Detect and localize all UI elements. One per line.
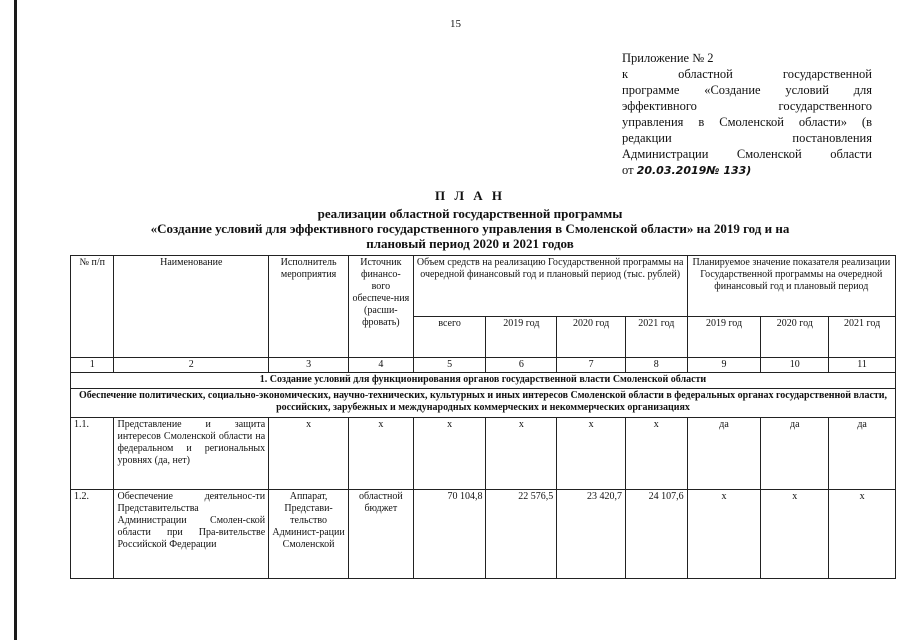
row-indicator-2019: х <box>687 490 761 579</box>
appendix-line: Администрации Смоленской области <box>622 147 872 161</box>
header-name: Наименование <box>114 256 269 358</box>
row-executor: Аппарат, Представи-тельство Админист-рации Смоленской <box>269 490 349 579</box>
column-number: 9 <box>687 358 761 373</box>
handwritten-date-number: 20.03.2019№ 133) <box>636 164 752 177</box>
row-2021: х <box>625 418 687 490</box>
header-funding-group: Объем средств на реализацию Государственной программы на очередной финансовый год и плановый период (тыс. рублей) <box>413 256 687 317</box>
row-executor: х <box>269 418 349 490</box>
column-number: 6 <box>486 358 557 373</box>
column-number: 10 <box>761 358 829 373</box>
header-indicator-2021: 2021 год <box>829 317 896 358</box>
column-number: 5 <box>413 358 486 373</box>
column-number-row <box>71 358 896 373</box>
column-number: 8 <box>625 358 687 373</box>
row-name: Обеспечение деятельнос-ти Представительства Администрации Смолен-ской области при Пра-вительстве Российской Федерации <box>114 490 269 579</box>
plan-subtitle-line: плановый период 2020 и 2021 годов <box>366 236 574 251</box>
row-total: х <box>413 418 486 490</box>
appendix-line: программе «Создание условий для <box>622 83 872 97</box>
header-total: всего <box>413 317 486 358</box>
column-number: 11 <box>829 358 896 373</box>
row-indicator-2019: да <box>687 418 761 490</box>
column-number: 2 <box>114 358 269 373</box>
left-binding-edge <box>14 0 17 640</box>
header-year-2020: 2020 год <box>557 317 626 358</box>
header-executor: Исполнитель мероприятия <box>269 256 349 358</box>
header-year-2021: 2021 год <box>625 317 687 358</box>
appendix-line: Приложение № 2 <box>622 51 714 65</box>
row-total: 70 104,8 <box>413 490 486 579</box>
appendix-block <box>622 50 872 179</box>
row-2020: 23 420,7 <box>557 490 626 579</box>
page-number: 15 <box>450 18 461 30</box>
plan-subtitle-line: реализации областной государственной программы <box>317 206 623 221</box>
subsection-title: Обеспечение политических, социально-экономических, научно-технических, культурных и иных интересов Смоленской области в федеральных органах государственной власти, российских, зарубежных и международных коммерческих и некоммерческих организациях <box>71 389 896 418</box>
header-source: Источник финансо-вого обеспече-ния (расши-фровать) <box>349 256 414 358</box>
row-indicator-2021: да <box>829 418 896 490</box>
row-source: областной бюджет <box>349 490 414 579</box>
row-2020: х <box>557 418 626 490</box>
row-2019: 22 576,5 <box>486 490 557 579</box>
appendix-line: управления в Смоленской области» (в <box>622 115 872 129</box>
plan-title: П Л А Н <box>434 188 506 203</box>
appendix-line: редакции постановления <box>622 131 872 145</box>
plan-subtitle-line: «Создание условий для эффективного государственного управления в Смоленской области» на 2019 год и на <box>150 221 790 236</box>
appendix-date-line <box>622 162 872 179</box>
appendix-line: к областной государственной <box>622 67 872 81</box>
header-year-2019: 2019 год <box>486 317 557 358</box>
column-number: 3 <box>269 358 349 373</box>
row-indicator-2020: х <box>761 490 829 579</box>
appendix-line: эффективного государственного <box>622 99 872 113</box>
row-source: х <box>349 418 414 490</box>
appendix-from-prefix: от <box>622 163 634 177</box>
plan-table <box>70 255 896 579</box>
row-name: Представление и защита интересов Смоленской области на федеральном и региональных уровнях (да, нет) <box>114 418 269 490</box>
row-2019: х <box>486 418 557 490</box>
header-indicator-2020: 2020 год <box>761 317 829 358</box>
row-2021: 24 107,6 <box>625 490 687 579</box>
table-row <box>71 490 896 579</box>
header-indicator-group: Планируемое значение показателя реализации Государственной программы на очередной финансовый год и плановый период <box>687 256 895 317</box>
row-indicator-2020: да <box>761 418 829 490</box>
row-num: 1.1. <box>71 418 114 490</box>
table-row <box>71 418 896 490</box>
header-indicator-2019: 2019 год <box>687 317 761 358</box>
row-indicator-2021: х <box>829 490 896 579</box>
row-num: 1.2. <box>71 490 114 579</box>
column-number: 4 <box>349 358 414 373</box>
header-num: № п/п <box>71 256 114 358</box>
column-number: 1 <box>71 358 114 373</box>
column-number: 7 <box>557 358 626 373</box>
section-title: 1. Создание условий для функционирования органов государственной власти Смоленской области <box>71 373 896 389</box>
